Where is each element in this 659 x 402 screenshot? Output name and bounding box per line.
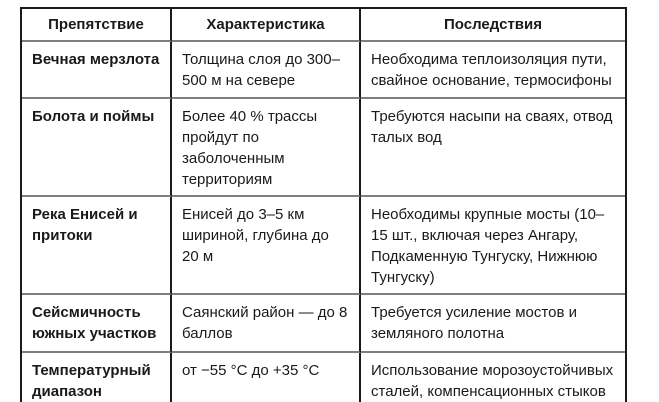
obstacle-cell: Сейсмичность южных участков: [22, 295, 172, 353]
header-characteristic: Характеристика: [172, 9, 361, 42]
header-obstacle: Препятствие: [22, 9, 172, 42]
consequence-cell: Необходима теплоизоляция пути, свайное основание, термосифоны: [361, 42, 625, 99]
characteristic-cell: Толщина слоя до 300–500 м на севере: [172, 42, 361, 99]
obstacle-cell: Температурный диапазон: [22, 353, 172, 402]
table-row: [22, 99, 625, 197]
consequence-cell: Использование морозоустойчивых сталей, компенсационных стыков: [361, 353, 625, 402]
table-row: [22, 353, 625, 402]
consequence-cell: Требуется усиление мостов и земляного полотна: [361, 295, 625, 353]
table-row: [22, 197, 625, 295]
obstacle-cell: Болота и поймы: [22, 99, 172, 197]
consequence-cell: Необходимы крупные мосты (10–15 шт., включая через Ангару, Подкаменную Тунгуску, Нижнюю Тунгуску): [361, 197, 625, 295]
consequence-cell: Требуются насыпи на сваях, отвод талых вод: [361, 99, 625, 197]
obstacles-table: [20, 7, 627, 402]
characteristic-cell: Более 40 % трассы пройдут по заболоченным территориям: [172, 99, 361, 197]
obstacle-cell: Река Енисей и притоки: [22, 197, 172, 295]
characteristic-cell: от −55 °C до +35 °C: [172, 353, 361, 402]
table-header-row: [22, 9, 625, 42]
characteristic-cell: Енисей до 3–5 км шириной, глубина до 20 м: [172, 197, 361, 295]
table-row: [22, 42, 625, 99]
obstacle-cell: Вечная мерзлота: [22, 42, 172, 99]
table-row: [22, 295, 625, 353]
header-consequence: Последствия: [361, 9, 625, 42]
characteristic-cell: Саянский район — до 8 баллов: [172, 295, 361, 353]
